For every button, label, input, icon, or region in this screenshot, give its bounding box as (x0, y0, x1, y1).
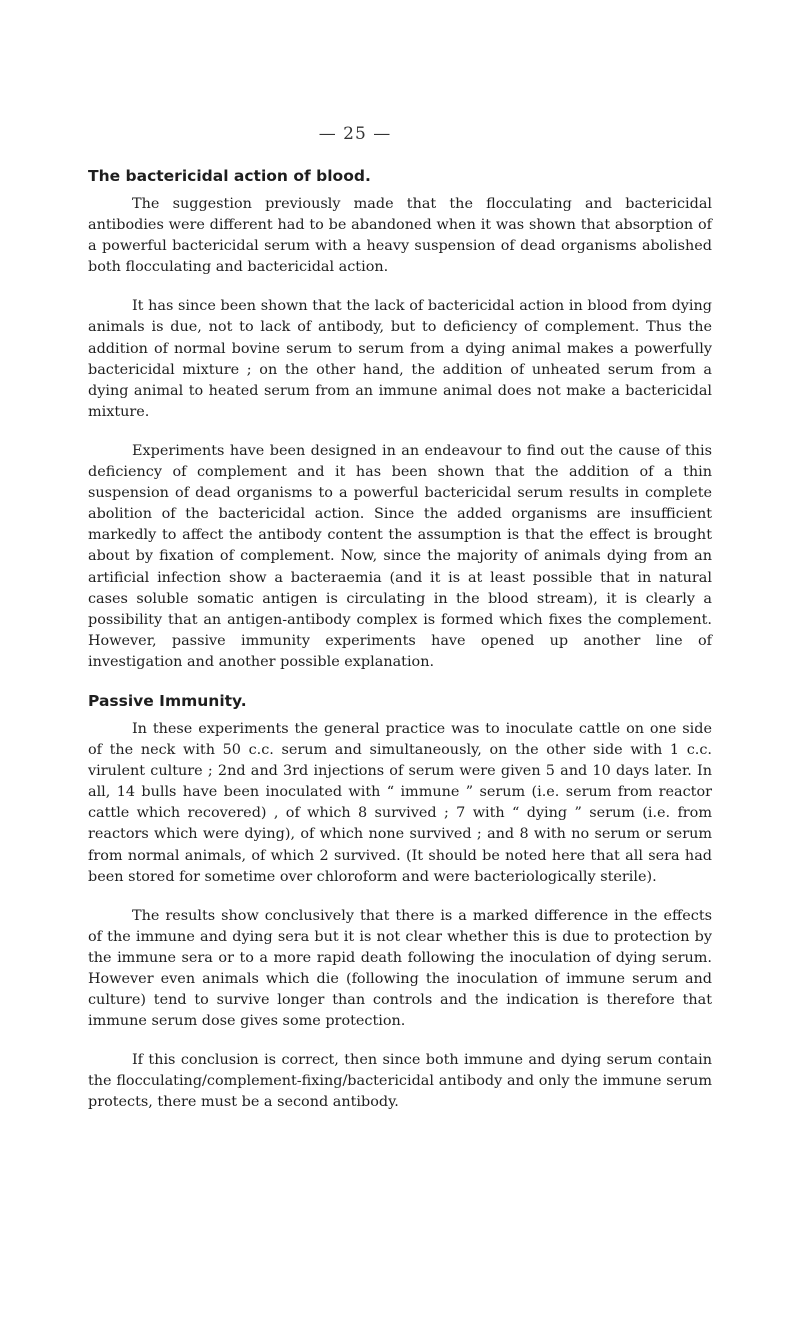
paragraph: If this conclusion is correct, then since both immune and dying serum contain the flocculating/complement-fixing/bactericidal antibody and only the immune serum protects, there must be a second antibody. (88, 1052, 712, 1111)
section-heading: Passive Immunity. (88, 691, 247, 710)
paragraph: The results show conclusively that there is a marked difference in the effects of the immune and dying sera but it is not clear whether this is due to protection by the immune sera or to a more rapid death following the inoculation of dying serum. However even animals which die (following the inoculation of immune serum and culture) tend to survive longer than controls and the indication is therefore that immune serum dose gives some protection. (88, 907, 712, 1030)
paragraph: The suggestion previously made that the flocculating and bactericidal antibodies were different had to be abandoned when it was shown that absorption of a powerful bactericidal serum with a heavy suspension of dead organisms abolished both flocculating and bactericidal action. (88, 196, 712, 276)
section-heading: The bactericidal action of blood. (88, 167, 371, 185)
paragraph: In these experiments the general practice was to inoculate cattle on one side of the neck with 50 c.c. serum and simultaneously, on the other side with 1 c.c. virulent culture ; 2nd and 3rd injections of serum were given 5 and 10 days later. In all, 14 bulls have been inoculated with “ immune ” serum (i.e. serum from reactor cattle which recovered) , of which 8 survived ; 7 with “ dying ” serum (i.e. from reactors which were dying), of which none survived ; and 8 with no serum or serum from normal animals, of which 2 survived. (It should be noted here that all sera had been stored for sometime over chloroform and were bacteriologically sterile). (88, 720, 712, 885)
section-bactericidal-action (88, 166, 712, 673)
paragraph: It has since been shown that the lack of bactericidal action in blood from dying animals is due, not to lack of antibody, but to deficiency of complement. Thus the addition of normal bovine serum to serum from a dying animal makes a powerfully bactericidal mixture ; on the other hand, the addition of unheated serum from a dying animal to heated serum from an immune animal does not make a bactericidal mixture. (88, 298, 712, 420)
page-content (88, 166, 712, 1114)
section-passive-immunity (88, 691, 712, 1114)
page-number: — 25 — (318, 124, 392, 144)
paragraph: Experiments have been designed in an endeavour to find out the cause of this deficiency of complement and it has been shown that the addition of a thin suspension of dead organisms to a powerful bactericidal serum results in complete abolition of the bactericidal action. Since the added organisms are insufficient markedly to affect the antibody content the assumption is that the effect is brought about by fixation of complement. Now, since the majority of animals dying from an artificial infection show a bacteraemia (and it is at least possible that in natural cases soluble somatic antigen is circulating in the blood stream), it is clearly a possibility that an antigen-antibody complex is formed which fixes the complement. However, passive immunity experiments have opened up another line of investigation and another possible explanation. (88, 442, 712, 670)
